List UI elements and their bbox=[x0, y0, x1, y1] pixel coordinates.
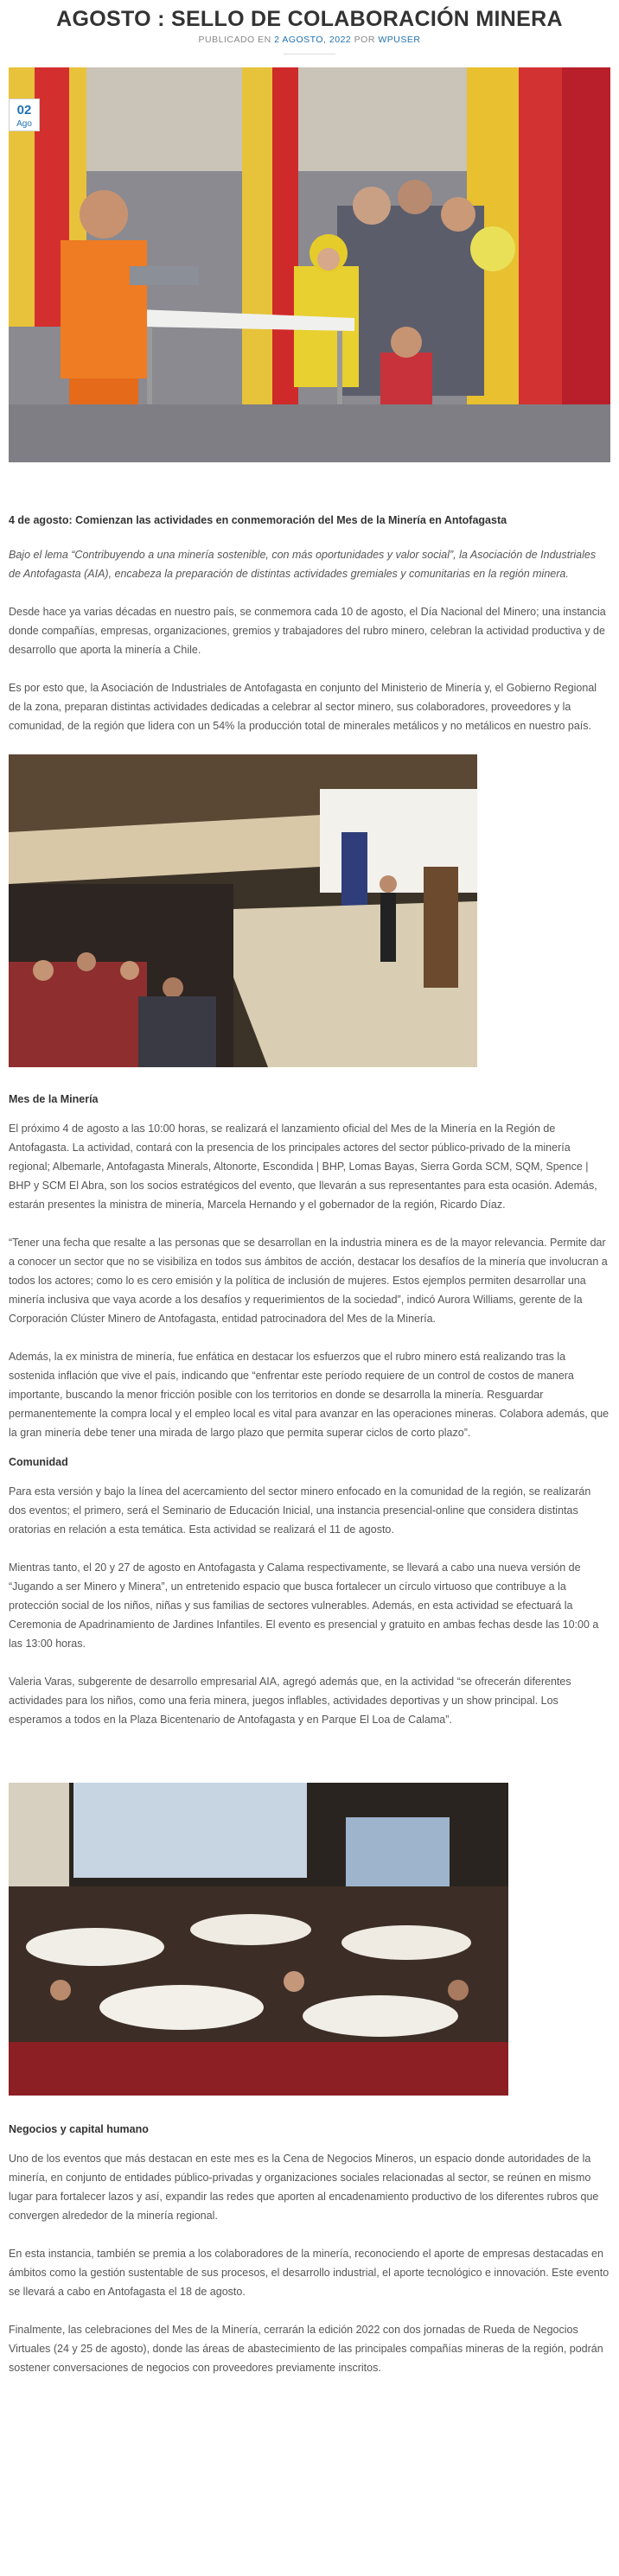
article-intro: Bajo el lema “Contribuyendo a una minería sostenible, con más oportunidades y valor social”, la Asociación de Industriales de Antofagasta (AIA), encabeza la preparación de distintas actividades gremiales y comunitarias en la región minera. bbox=[9, 549, 597, 580]
section-heading-mes: Mes de la Minería bbox=[9, 1093, 99, 1105]
meta-by: POR bbox=[354, 35, 375, 45]
auditorium-image bbox=[9, 754, 477, 1067]
author-link[interactable]: WPUSER bbox=[378, 35, 421, 45]
article-paragraph: En esta instancia, también se premia a los colaboradores de la minería, reconociendo el aporte de empresas destacadas en ámbitos como la gestión sustentable de sus procesos, el desarrollo industrial, el aporte tecnológico e innovación. Este evento se llevará a cabo en Antofagasta el 18 de agosto. bbox=[9, 2248, 609, 2298]
article-lead: 4 de agosto: Comienzan las actividades en conmemoración del Mes de la Minería en Antofagasta bbox=[9, 514, 507, 526]
meta-prefix: PUBLICADO EN bbox=[198, 35, 271, 45]
article-paragraph: Mientras tanto, el 20 y 27 de agosto en Antofagasta y Calama respectivamente, se llevará a cabo una nueva versión de “Jugando a ser Minero y Minera”, un entretenido espacio que busca fortalecer un círculo virtuoso que contribuye a la protección social de los niños, niñas y sus familias de sectores vulnerables. Además, en esta actividad se efectuará la Ceremonia de Apadrinamiento de Jardines Infantiles. El evento es presencial y gratuito en ambas fechas desde las 10:00 a las 13:00 horas. bbox=[9, 1562, 599, 1650]
dinner-image bbox=[9, 1783, 508, 2096]
article-paragraph: Además, la ex ministra de minería, fue enfática en destacar los esfuerzos que el rubro minero está realizando tras la sostenida inflación que vive el país, indicando que “enfrentar este período requiere de un control de costos de manera importante, buscando la menor fricción posible con los territorios en donde se desarrolla la minería. Resguardar permanentemente la compra local y el empleo local es vital para avanzar en las operaciones mineras. Colabora además, que la gran minería debe tener una mirada de largo plazo que permita superar ciclos de corto plazo”. bbox=[9, 1351, 609, 1439]
article-paragraph: Desde hace ya varias décadas en nuestro país, se conmemora cada 10 de agosto, el Día Nacional del Minero; una instancia donde compañías, empresas, organizaciones, gremios y trabajadores del rubro minero, celebran la actividad productiva y de desarrollo que aporta la minería a Chile. bbox=[9, 606, 606, 656]
featured-image-illustration bbox=[9, 67, 610, 462]
article-paragraph: El próximo 4 de agosto a las 10:00 horas, se realizará el lanzamiento oficial del Mes de la Minería en la Región de Antofagasta. La actividad, contará con la presencia de los principales actores del sector público-privado de la minería regional; Albemarle, Antofagasta Minerals, Altonorte, Escondida | BHP, Lomas Bayas, Sierra Gorda SCM, SQM, Spence | BHP y SCM El Abra, son los socios estratégicos del evento, que llevarán a sus representantes para esta ocasión. Además, estarán presentes la ministra de minería, Marcela Hernando y el gobernador de la región, Ricardo Díaz. bbox=[9, 1123, 597, 1211]
post-title: AGOSTO : SELLO DE COLABORACIÓN MINERA bbox=[56, 7, 563, 31]
article-paragraph: Es por esto que, la Asociación de Industriales de Antofagasta en conjunto del Ministerio de Minería y, el Gobierno Regional de la zona, preparan distintas actividades dedicadas a celebrar al sector minero, sus colaboradores, proveedores y la comunidad, de la región que lidera con un 54% la producción total de minerales metálicos y no metálicos en nuestro país. bbox=[9, 682, 597, 732]
article-paragraph: Valeria Varas, subgerente de desarrollo empresarial AIA, agregó además que, en la actividad “se ofrecerán diferentes actividades para los niños, como una feria minera, juegos inflables, actividades deportivas y un show principal. Los esperamos a todos en la Plaza Bicentenario de Antofagasta y en Parque El Loa de Calama”. bbox=[9, 1676, 571, 1726]
section-heading-comunidad: Comunidad bbox=[9, 1456, 68, 1468]
article-content bbox=[9, 462, 610, 2377]
section-heading-negocios: Negocios y capital humano bbox=[9, 2123, 149, 2135]
post-date-link[interactable]: 2 AGOSTO, 2022 bbox=[274, 35, 352, 45]
post-meta bbox=[9, 35, 610, 54]
article-paragraph: Para esta versión y bajo la línea del acercamiento del sector minero enfocado en la comunidad de la región, se realizarán dos eventos; el primero, será el Seminario de Educación Inicial, una instancia presencial-online que considera distintas oratorias en relación a esta temática. Esta actividad se realizará el 11 de agosto. bbox=[9, 1485, 591, 1536]
article-paragraph: Uno de los eventos que más destacan en este mes es la Cena de Negocios Mineros, un espacio donde autoridades de la minería, en conjunto de entidades público-privadas y organizaciones sociales relacionadas al sector, se reúnen en mismo lugar para fortalecer lazos y así, expandir las redes que aporten al encadenamiento productivo de los diferentes rubros que convergen alrededor de la minería regional. bbox=[9, 2153, 599, 2222]
date-badge-day: 02 bbox=[16, 103, 32, 118]
auditorium-illustration bbox=[9, 754, 477, 1067]
date-badge-month: Ago bbox=[16, 119, 32, 129]
date-badge bbox=[9, 99, 40, 131]
featured-image bbox=[9, 67, 610, 462]
article-paragraph: “Tener una fecha que resalte a las personas que se desarrollan en la industria minera es de la mayor relevancia. Permite dar a conocer un sector que no se visibiliza en todos sus ámbitos de acción, destacar los desafíos de la minería que involucran a todos los actores; como lo es cero emisión y la política de inclusión de mujeres. Estos ejemplos permiten desarrollar una minería inclusiva que vaya acorde a los desafíos y requerimientos de la sociedad”, indicó Aurora Williams, gerente de la Corporación Clúster Minero de Antofagasta, entidad patrocinadora del Mes de la Minería. bbox=[9, 1237, 608, 1325]
article-paragraph: Finalmente, las celebraciones del Mes de la Minería, cerrarán la edición 2022 con dos jornadas de Rueda de Negocios Virtuales (24 y 25 de agosto), donde las áreas de abastecimiento de las principales compañías mineras de la región, podrán sostener conversaciones de negocios con proveedores previamente inscritos. bbox=[9, 2324, 603, 2374]
dinner-illustration bbox=[9, 1783, 508, 2096]
